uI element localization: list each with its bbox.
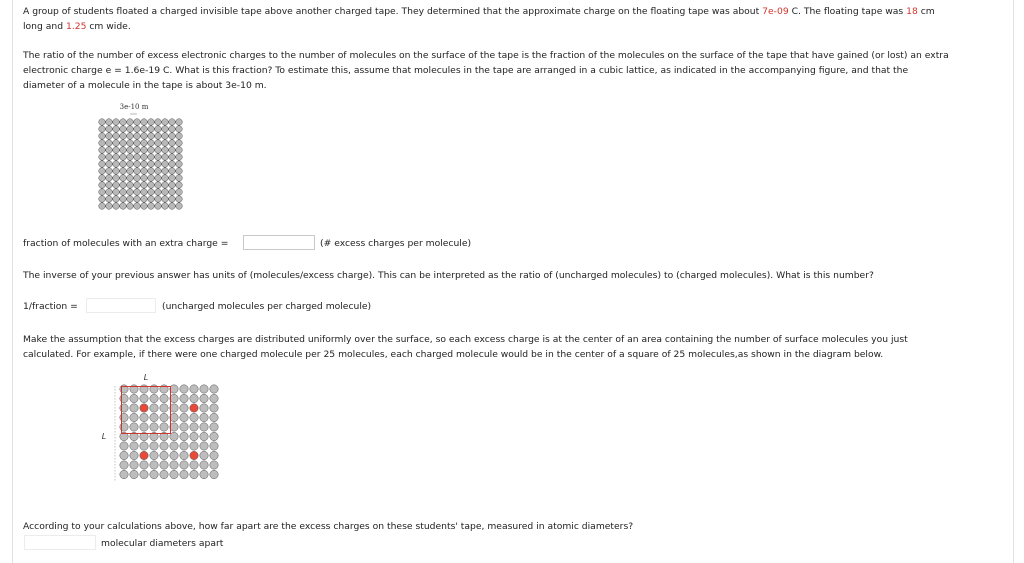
lattice-sphere (106, 140, 113, 147)
lattice-sphere (200, 385, 208, 393)
ratio-line-2: electronic charge e = 1.6e-19 C. What is this fraction? To estimate this, assume that molecules in the tape are arranged in a cubic lattice, as indicated in the accompanying figure, and that the (23, 65, 909, 76)
lattice-sphere (99, 182, 106, 189)
q1-label: fraction of molecules with an extra charge = (23, 238, 229, 249)
lattice-sphere (155, 182, 162, 189)
lattice-sphere (106, 168, 113, 175)
lattice-sphere (134, 189, 141, 196)
lattice-sphere (99, 133, 106, 140)
lattice-sphere (113, 175, 120, 182)
lattice-sphere (162, 182, 169, 189)
lattice-sphere (140, 423, 148, 431)
lattice-sphere (113, 133, 120, 140)
lattice-sphere (140, 413, 148, 421)
lattice-sphere (106, 147, 113, 154)
lattice-sphere (210, 461, 218, 469)
q3-units: molecular diameters apart (101, 538, 224, 549)
lattice-sphere (99, 189, 106, 196)
lattice-sphere (99, 147, 106, 154)
uniform-line-1: Make the assumption that the excess charges are distributed uniformly over the surface, so each excess charge is at the center of an area containing the number of surface molecules you just (23, 334, 908, 345)
lattice-sphere (127, 133, 134, 140)
lattice-sphere (210, 413, 218, 421)
lattice-sphere (180, 442, 188, 450)
inverse-fraction-input[interactable] (86, 298, 156, 313)
lattice-sphere (134, 126, 141, 133)
lattice-sphere (210, 470, 218, 478)
lattice-sphere (155, 133, 162, 140)
lattice-sphere (162, 133, 169, 140)
lattice-sphere (180, 432, 188, 440)
q2-units: (uncharged molecules per charged molecule) (162, 301, 372, 312)
uniform-line-2: calculated. For example, if there were one charged molecule per 25 molecules, each charged molecule would be in the center of a square of 25 molecules,as shown in the diagram below. (23, 349, 884, 360)
lattice-sphere (150, 413, 158, 421)
lattice-sphere (130, 470, 138, 478)
lattice-sphere (113, 119, 120, 126)
fraction-input[interactable] (243, 235, 315, 250)
lattice-sphere (155, 175, 162, 182)
lattice-sphere (127, 175, 134, 182)
lattice-sphere (106, 175, 113, 182)
lattice-sphere (120, 161, 127, 168)
width-value: 1.25 (65, 21, 87, 32)
lattice-sphere (134, 203, 141, 210)
lattice-spacing-label: 3e-10 m (119, 103, 149, 111)
lattice-sphere (113, 182, 120, 189)
lattice-sphere (120, 442, 128, 450)
lattice-sphere (155, 119, 162, 126)
lattice-sphere (176, 126, 183, 133)
lattice-sphere (160, 442, 168, 450)
lattice-sphere (155, 161, 162, 168)
lattice-sphere (162, 196, 169, 203)
lattice-sphere (190, 413, 198, 421)
lattice-sphere (180, 461, 188, 469)
lattice-sphere (200, 461, 208, 469)
lattice-sphere (113, 154, 120, 161)
lattice-sphere (148, 189, 155, 196)
lattice-sphere (141, 161, 148, 168)
lattice-spheres (99, 119, 183, 210)
lattice-sphere (190, 423, 198, 431)
lattice-sphere (106, 119, 113, 126)
lattice-sphere (134, 175, 141, 182)
lattice-sphere (127, 126, 134, 133)
lattice-sphere (200, 423, 208, 431)
lattice-sphere (99, 119, 106, 126)
lattice-sphere (162, 140, 169, 147)
lattice-sphere (148, 175, 155, 182)
lattice-sphere (200, 394, 208, 402)
lattice-sphere (155, 147, 162, 154)
lattice-sphere (210, 423, 218, 431)
lattice-sphere (127, 154, 134, 161)
lattice-sphere (170, 470, 178, 478)
lattice-sphere (162, 126, 169, 133)
intro-text-4: long and (23, 21, 66, 32)
lattice-sphere (150, 461, 158, 469)
lattice-sphere (99, 140, 106, 147)
ratio-paragraph (23, 48, 949, 93)
lattice-sphere (210, 432, 218, 440)
lattice-sphere (190, 432, 198, 440)
lattice-sphere (148, 140, 155, 147)
lattice-sphere (148, 133, 155, 140)
lattice-sphere (150, 451, 158, 459)
charged-sphere (190, 451, 198, 459)
ratio-line-3: diameter of a molecule in the tape is about 3e-10 m. (23, 80, 267, 91)
lattice-sphere (155, 168, 162, 175)
lattice-sphere (155, 203, 162, 210)
lattice-sphere (120, 451, 128, 459)
lattice-sphere (210, 404, 218, 412)
lattice-sphere (162, 154, 169, 161)
lattice-sphere (113, 168, 120, 175)
lattice-sphere (200, 442, 208, 450)
lattice-sphere (127, 168, 134, 175)
lattice-sphere (162, 175, 169, 182)
lattice-sphere (162, 168, 169, 175)
lattice-sphere (176, 175, 183, 182)
lattice-sphere (170, 394, 178, 402)
lattice-sphere (148, 147, 155, 154)
lattice-sphere (141, 133, 148, 140)
intro-text-3: cm (917, 6, 935, 17)
lattice-sphere (162, 203, 169, 210)
lattice-sphere (148, 196, 155, 203)
lattice-sphere (155, 189, 162, 196)
lattice-sphere (113, 161, 120, 168)
lattice-sphere (210, 385, 218, 393)
lattice-sphere (127, 189, 134, 196)
final-question: According to your calculations above, how far apart are the excess charges on these students' tape, measured in atomic diameters? (23, 521, 634, 532)
lattice-sphere (106, 189, 113, 196)
lattice-sphere (120, 154, 127, 161)
intro-paragraph (23, 4, 935, 34)
lattice-sphere (130, 404, 138, 412)
lattice-sphere (180, 385, 188, 393)
lattice-sphere (170, 432, 178, 440)
lattice-sphere (113, 140, 120, 147)
lattice-sphere (106, 196, 113, 203)
lattice-sphere (127, 119, 134, 126)
lattice-sphere (120, 461, 128, 469)
lattice-sphere (120, 196, 127, 203)
lattice-sphere (141, 182, 148, 189)
length-value: 18 (906, 6, 918, 17)
lattice-sphere (130, 423, 138, 431)
lattice-sphere (155, 196, 162, 203)
intro-text-1: A group of students floated a charged invisible tape above another charged tape. They determined that the approximate charge on the floating tape was about (23, 6, 763, 17)
lattice-sphere (170, 385, 178, 393)
lattice-sphere (120, 119, 127, 126)
lattice-sphere (150, 404, 158, 412)
lattice-sphere (127, 147, 134, 154)
lattice-sphere (99, 203, 106, 210)
lattice-sphere (200, 404, 208, 412)
lattice-sphere (99, 196, 106, 203)
top-length-label: L (143, 373, 149, 382)
lattice-sphere (180, 470, 188, 478)
lattice-sphere (141, 126, 148, 133)
lattice-sphere (141, 154, 148, 161)
lattice-sphere (176, 154, 183, 161)
lattice-sphere (210, 442, 218, 450)
ratio-line-1: The ratio of the number of excess electronic charges to the number of molecules on the surface of the tape is the fraction of the molecules on the surface of the tape that have gained (or lost) an extra (23, 50, 949, 61)
lattice-sphere (120, 126, 127, 133)
lattice-sphere (120, 203, 127, 210)
lattice-sphere (169, 161, 176, 168)
charged-sphere (190, 404, 198, 412)
lattice-sphere (141, 196, 148, 203)
lattice-sphere (155, 140, 162, 147)
lattice-sphere (190, 394, 198, 402)
lattice-sphere (140, 394, 148, 402)
lattice-sphere (130, 461, 138, 469)
lattice-sphere (120, 168, 127, 175)
lattice-spheres-charged (120, 385, 218, 479)
lattice-sphere (99, 161, 106, 168)
lattice-sphere (176, 182, 183, 189)
uniform-paragraph (23, 332, 908, 362)
lattice-sphere (134, 140, 141, 147)
inverse-paragraph: The inverse of your previous answer has units of (molecules/excess charge). This can be interpreted as the ratio of (uncharged molecules) to (charged molecules). What is this number? (23, 270, 874, 281)
lattice-sphere (120, 133, 127, 140)
lattice-sphere (162, 161, 169, 168)
lattice-sphere (150, 442, 158, 450)
lattice-sphere (141, 203, 148, 210)
lattice-sphere (134, 182, 141, 189)
lattice-sphere (106, 133, 113, 140)
lattice-sphere (134, 196, 141, 203)
lattice-sphere (160, 423, 168, 431)
lattice-sphere (106, 203, 113, 210)
lattice-sphere (140, 470, 148, 478)
lattice-sphere (127, 196, 134, 203)
lattice-sphere (155, 126, 162, 133)
lattice-sphere (141, 147, 148, 154)
lattice-sphere (113, 203, 120, 210)
lattice-sphere (141, 119, 148, 126)
lattice-sphere (120, 189, 127, 196)
lattice-sphere (150, 423, 158, 431)
lattice-sphere (120, 147, 127, 154)
lattice-sphere (160, 470, 168, 478)
lattice-sphere (113, 147, 120, 154)
lattice-sphere (162, 189, 169, 196)
lattice-sphere (180, 413, 188, 421)
lattice-sphere (120, 470, 128, 478)
lattice-sphere (148, 119, 155, 126)
lattice-sphere (140, 442, 148, 450)
q2-label: 1/fraction = (23, 301, 78, 312)
lattice-sphere (176, 168, 183, 175)
lattice-sphere (180, 404, 188, 412)
lattice-sphere (148, 182, 155, 189)
lattice-sphere (99, 154, 106, 161)
lattice-sphere (169, 154, 176, 161)
distance-input[interactable] (24, 535, 96, 550)
lattice-sphere (210, 451, 218, 459)
lattice-sphere (176, 189, 183, 196)
lattice-sphere (169, 119, 176, 126)
lattice-sphere (134, 119, 141, 126)
lattice-sphere (200, 451, 208, 459)
lattice-sphere (169, 147, 176, 154)
lattice-sphere (99, 175, 106, 182)
lattice-sphere (169, 126, 176, 133)
lattice-sphere (190, 385, 198, 393)
lattice-sphere (130, 451, 138, 459)
lattice-sphere (134, 168, 141, 175)
lattice-sphere (200, 432, 208, 440)
lattice-sphere (113, 196, 120, 203)
lattice-sphere (140, 461, 148, 469)
lattice-sphere (130, 413, 138, 421)
lattice-sphere (141, 175, 148, 182)
lattice-sphere (160, 413, 168, 421)
lattice-sphere (169, 168, 176, 175)
lattice-sphere (190, 461, 198, 469)
lattice-sphere (176, 196, 183, 203)
lattice-sphere (176, 203, 183, 210)
lattice-sphere (134, 161, 141, 168)
lattice-sphere (180, 451, 188, 459)
lattice-sphere (169, 175, 176, 182)
lattice-sphere (99, 126, 106, 133)
lattice-sphere (162, 119, 169, 126)
lattice-sphere (134, 133, 141, 140)
lattice-sphere (160, 451, 168, 459)
lattice-sphere (99, 168, 106, 175)
lattice-sphere (169, 133, 176, 140)
intro-text-2: C. The floating tape was (788, 6, 907, 17)
lattice-sphere (120, 182, 127, 189)
lattice-sphere (169, 140, 176, 147)
lattice-sphere (176, 133, 183, 140)
lattice-sphere (148, 161, 155, 168)
lattice-sphere (180, 394, 188, 402)
lattice-sphere (210, 394, 218, 402)
lattice-sphere (176, 161, 183, 168)
lattice-sphere (106, 126, 113, 133)
lattice-sphere (127, 161, 134, 168)
lattice-sphere (160, 394, 168, 402)
lattice-sphere (176, 119, 183, 126)
lattice-sphere (106, 154, 113, 161)
lattice-sphere (176, 140, 183, 147)
lattice-sphere (170, 413, 178, 421)
cubic-lattice-figure (96, 98, 186, 218)
lattice-sphere (170, 442, 178, 450)
lattice-sphere (190, 442, 198, 450)
lattice-sphere (170, 451, 178, 459)
lattice-sphere (148, 126, 155, 133)
lattice-sphere (127, 182, 134, 189)
lattice-sphere (150, 394, 158, 402)
charged-lattice-figure (96, 368, 228, 488)
lattice-sphere (200, 470, 208, 478)
lattice-sphere (170, 461, 178, 469)
lattice-sphere (190, 470, 198, 478)
side-length-label: L (101, 432, 107, 441)
lattice-sphere (148, 154, 155, 161)
lattice-sphere (106, 161, 113, 168)
lattice-sphere (155, 154, 162, 161)
lattice-sphere (130, 442, 138, 450)
lattice-sphere (150, 470, 158, 478)
lattice-sphere (127, 140, 134, 147)
charge-value: 7e-09 (762, 6, 789, 17)
lattice-sphere (160, 461, 168, 469)
lattice-sphere (113, 189, 120, 196)
lattice-sphere (134, 147, 141, 154)
lattice-sphere (120, 140, 127, 147)
lattice-sphere (141, 168, 148, 175)
lattice-sphere (169, 182, 176, 189)
lattice-sphere (141, 140, 148, 147)
lattice-sphere (162, 147, 169, 154)
lattice-sphere (180, 423, 188, 431)
lattice-sphere (148, 168, 155, 175)
lattice-sphere (169, 196, 176, 203)
lattice-sphere (169, 189, 176, 196)
lattice-sphere (134, 154, 141, 161)
lattice-sphere (130, 394, 138, 402)
lattice-sphere (120, 175, 127, 182)
lattice-sphere (200, 413, 208, 421)
charged-sphere (140, 451, 148, 459)
intro-text-5: cm wide. (86, 21, 131, 32)
lattice-sphere (169, 203, 176, 210)
lattice-sphere (176, 147, 183, 154)
lattice-sphere (106, 182, 113, 189)
lattice-sphere (160, 404, 168, 412)
q1-units: (# excess charges per molecule) (320, 238, 472, 249)
lattice-sphere (141, 189, 148, 196)
charged-sphere (140, 404, 148, 412)
lattice-sphere (127, 203, 134, 210)
lattice-sphere (113, 126, 120, 133)
lattice-sphere (148, 203, 155, 210)
lattice-sphere (170, 423, 178, 431)
lattice-sphere (170, 404, 178, 412)
